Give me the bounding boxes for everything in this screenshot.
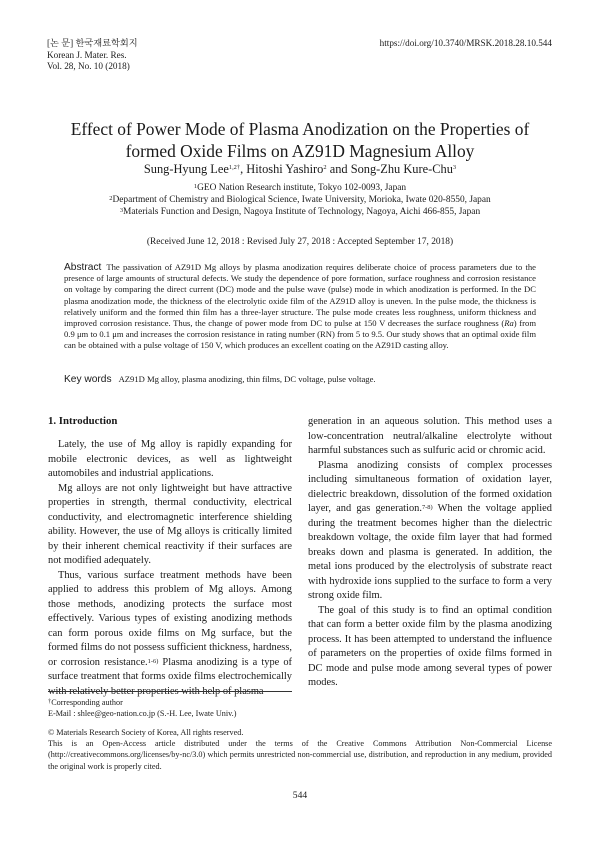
copyright-notice — [48, 727, 552, 772]
affiliation-text: Department of Chemistry and Biological Science, Iwate University, Morioka, Iwate 020-8550, Japan — [112, 195, 491, 206]
author-separator: and — [326, 162, 351, 176]
paragraph-continued: generation in an aqueous solution. This method uses a low-concentration neutral/alkaline electrolyte without harmful substances such as sulfuric acid or chromic acid. — [308, 416, 552, 456]
abstract — [64, 262, 536, 352]
copyright-line: © Materials Research Society of Korea, All rights reserved. — [48, 728, 244, 737]
paragraph-text: Thus, various surface treatment methods have been applied to address this problem of Mg alloys. Among those methods, anodizing protects the surface most effectively. Various types of existing anodizing methods can form porous oxide films on Mg surface, but the formed films do not possess sufficient thickness, hardness, or corrosion resistance. — [48, 569, 292, 668]
author-affiliation-mark: 3 — [452, 164, 457, 171]
abstract-text: The passivation of AZ91D Mg alloys by plasma anodization requires deliberate choice of process parameters due to the presence of large amounts of structural defects. We study the dependence of pore formation, surface roughness and corrosion resistance on voltage by comparing the direct current (DC) mode and the pulse wave (pulse) mode in which anodization is performed. In the DC plasma anodization mode, the thickness of the electrolytic oxide film of the AZ91D alloy is uneven. In the pulse mode, the thickness is relatively uniform and the formed thin film has a three-layer structure. The pulse mode creates less roughness, uniform thickness and improved corrosion resistance. Thus, the change of power mode from DC to pulse at 150 V decreases the surface roughness ( — [64, 262, 536, 329]
author-affiliation-mark: 2 — [323, 164, 327, 171]
submission-dates: (Received June 12, 2018 : Revised July 27, 2018 : Accepted September 17, 2018) — [146, 237, 454, 247]
author-list — [40, 161, 560, 177]
author-name: Hitoshi Yashiro — [246, 162, 324, 176]
license-text: This is an Open-Access article distributed under the terms of the Creative Commons Attribution Non-Commercial License (http://creativecommons.org/licenses/by-nc/3.0) which permits unrestricted non-commercial use, distribution, and reproduction in any medium, provided the original work is properly cited. — [48, 739, 552, 771]
keywords-label: Key words — [64, 374, 112, 385]
author-name: Song-Zhu Kure-Chu — [350, 162, 453, 176]
author-name: Sung-Hyung Lee — [143, 162, 229, 176]
title-line-2: formed Oxide Films on AZ91D Magnesium Alloy — [125, 141, 475, 161]
footnote — [48, 697, 552, 719]
citation-ref: 7-8) — [421, 504, 433, 511]
keywords-text: AZ91D Mg alloy, plasma anodizing, thin films, DC voltage, pulse voltage. — [118, 374, 376, 384]
author-separator: , — [240, 162, 247, 176]
affiliation — [40, 182, 560, 194]
affiliation — [40, 194, 560, 206]
paragraph: Mg alloys are not only lightweight but have attractive properties in strength, thermal conductivity, electrical conductivity, and electromagnetic interference shielding ability. However, the use of Mg alloys is critically limited by their inherent chemical reactivity if their surfaces are not modified adequately. — [48, 482, 292, 566]
paragraph: The goal of this study is to find an optimal condition that can form a better oxide film by the plasma anodizing process. It has been attempted to understand the influence of parameters on the properties of oxide films formed in DC mode and pulse mode among several types of power modes. — [308, 604, 552, 688]
doi-link[interactable]: https://doi.org/10.3740/MRSK.2018.28.10.544 — [379, 38, 552, 48]
paragraph-text: When the voltage applied during the treatment becomes higher than the dielectric breakdown voltage, the oxide film layer that had formed breaks down and plasma is generated. In addition, the metal ions produced by the electrolysis of substrate react with hydroxide ions supplied to the surface to form a very strong oxide film. — [308, 503, 552, 601]
paragraph — [308, 459, 552, 604]
abstract-text: ) from 0.9 μm to 0.1 μm and increases the corrosion resistance in rating number (RN) from 5 to 9.5. Our study shows that an optimal oxide film can be obtained with a pulse voltage of 150 V, which produces an excellent coating on the AZ91D casting alloy. — [64, 318, 536, 351]
journal-header — [47, 38, 138, 73]
affiliation-list — [40, 182, 560, 219]
section-heading: 1. Introduction — [48, 415, 118, 427]
affiliation-text: Materials Function and Design, Nagoya Institute of Technology, Nagoya, Aichi 466-855, Japan — [123, 207, 481, 218]
keywords — [64, 374, 536, 385]
paragraph-text: Plasma anodizing consists of complex processes including simultaneous formation of oxidation layer, dielectric breakdown, dissolution of the formed oxidation layer, and gas generation. — [308, 459, 552, 514]
footnote-divider — [48, 691, 292, 692]
citation-ref: 1-6) — [147, 657, 159, 665]
right-column — [308, 415, 552, 691]
corresponding-email: E-Mail : shlee@geo-nation.co.jp (S.-H. Lee, Iwate Univ.) — [48, 709, 237, 718]
abstract-label: Abstract — [64, 262, 102, 273]
author-affiliation-mark: 1,2† — [228, 164, 241, 171]
affiliation-number: 1 — [193, 183, 198, 190]
corresponding-label: Corresponding author — [51, 698, 123, 707]
affiliation-number: 3 — [119, 207, 124, 215]
corresponding-author — [48, 697, 552, 708]
paragraph: Lately, the use of Mg alloy is rapidly expanding for mobile electronic devices, as well as lightweight automobiles and industrial applications. — [48, 439, 292, 479]
dagger-mark: † — [48, 698, 52, 705]
journal-name-english: Korean J. Mater. Res. — [47, 49, 127, 60]
paragraph — [48, 569, 292, 700]
title-line-1: Effect of Power Mode of Plasma Anodization on the Properties of — [70, 119, 530, 139]
abstract-symbol-ra: Ra — [504, 318, 514, 329]
paragraph-text: Plasma anodizing is a type of surface treatment that forms oxide films electrochemically with relatively better properties with help of plasma — [48, 656, 293, 697]
affiliation — [40, 206, 560, 218]
affiliation-number: 2 — [109, 195, 113, 203]
page-number: 544 — [292, 790, 308, 801]
journal-name-korean: [논 문] 한국재료학회지 — [47, 38, 138, 48]
paper-title — [40, 118, 560, 162]
left-column — [48, 414, 292, 699]
journal-volume: Vol. 28, No. 10 (2018) — [47, 61, 130, 72]
affiliation-text: GEO Nation Research institute, Tokyo 102-0093, Japan — [197, 183, 407, 193]
